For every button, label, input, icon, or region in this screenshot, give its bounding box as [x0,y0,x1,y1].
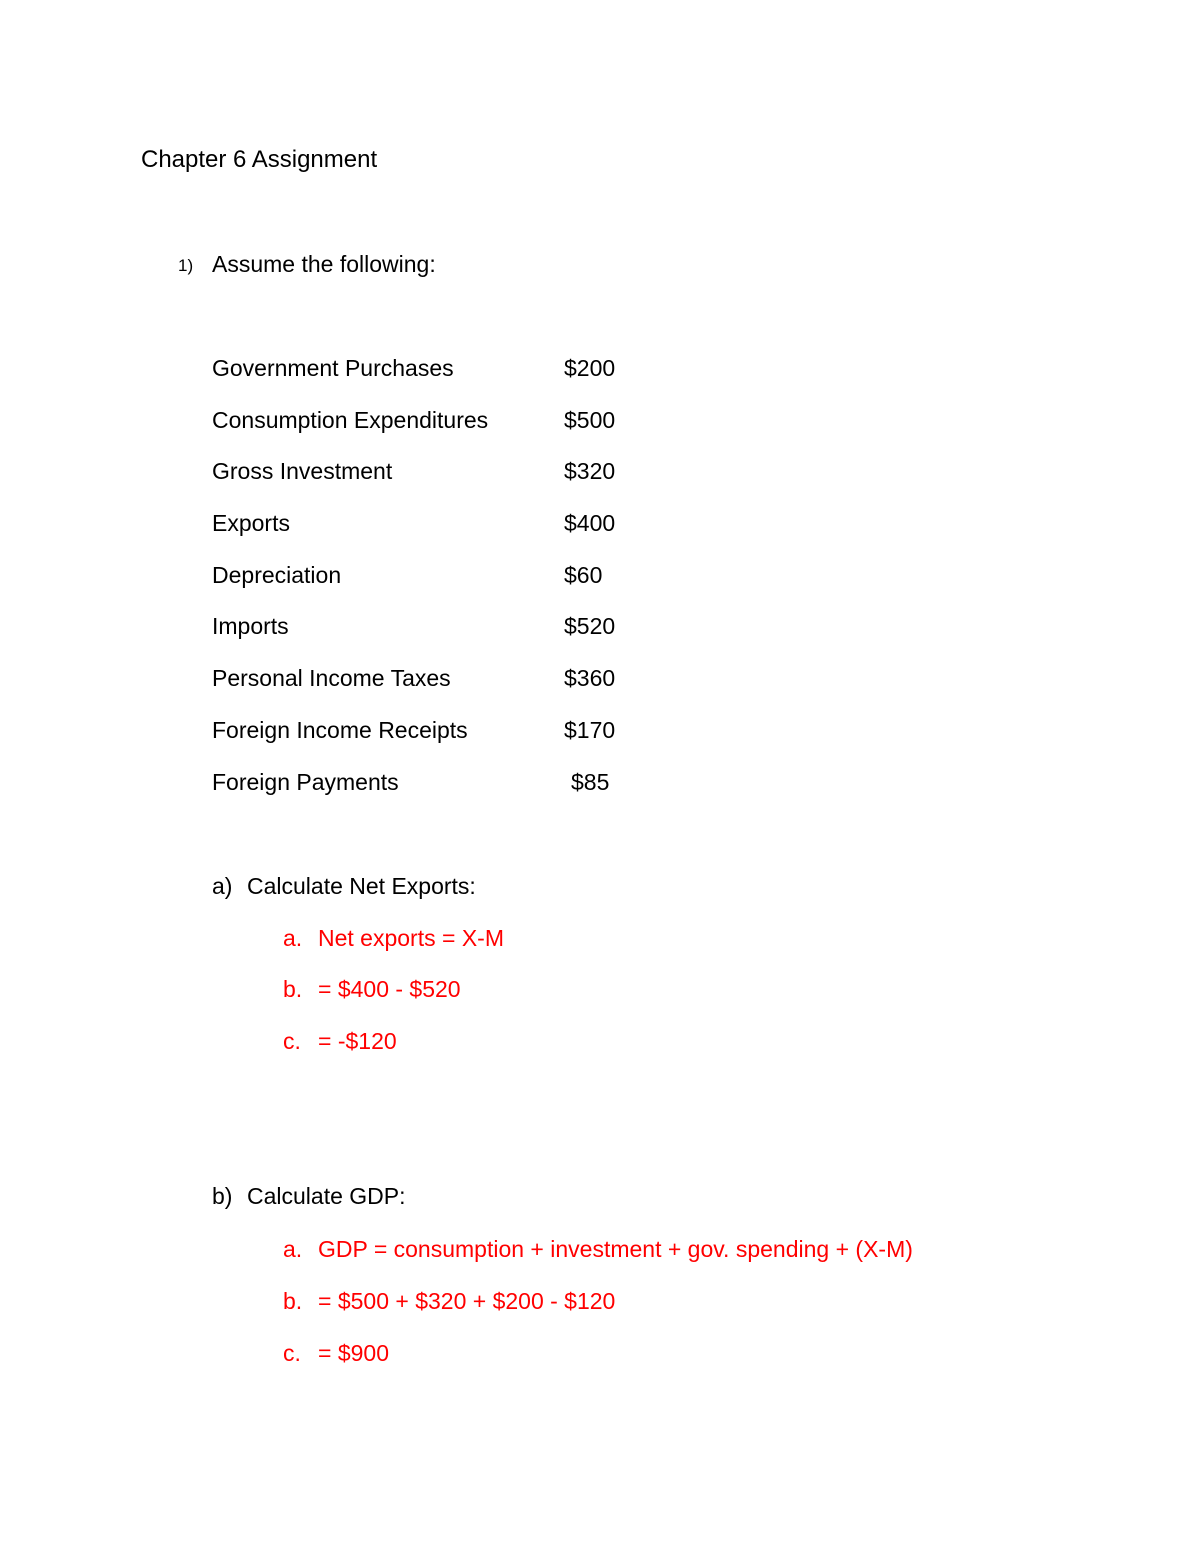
answer-text: Net exports = X-M [318,925,504,951]
item-label: Consumption Expenditures [212,407,489,433]
item-value: $400 [564,510,616,536]
item-value: $500 [564,407,616,433]
part-letter: a) [212,873,233,899]
item-label: Imports [212,613,289,639]
item-label: Foreign Payments [212,769,399,795]
answer-letter: b. [283,976,303,1002]
answer-letter: c. [283,1028,301,1054]
item-label: Foreign Income Receipts [212,717,468,743]
item-label: Gross Investment [212,458,393,484]
answer-letter: a. [283,1236,303,1262]
answer-text: = $500 + $320 + $200 - $120 [318,1288,616,1314]
answer-letter: a. [283,925,303,951]
answer-letter: c. [283,1340,301,1366]
item-value: $60 [564,562,603,588]
item-value: $200 [564,355,616,381]
answer-letter: b. [283,1288,303,1314]
item-value: $520 [564,613,616,639]
item-value: $85 [571,769,610,795]
part-letter: b) [212,1183,233,1209]
item-label: Depreciation [212,562,342,588]
answer-text: = $400 - $520 [318,976,461,1002]
item-label: Personal Income Taxes [212,665,451,691]
question-text: Assume the following: [212,251,436,277]
part-text: Calculate Net Exports: [247,873,476,899]
item-value: $170 [564,717,616,743]
item-value: $320 [564,458,616,484]
question-number: 1) [178,256,194,275]
item-label: Government Purchases [212,355,454,381]
answer-text: = $900 [318,1340,389,1366]
item-value: $360 [564,665,616,691]
answer-text: GDP = consumption + investment + gov. spending + (X-M) [318,1236,913,1262]
part-text: Calculate GDP: [247,1183,406,1209]
item-label: Exports [212,510,290,536]
page-title: Chapter 6 Assignment [141,146,378,173]
answer-text: = -$120 [318,1028,397,1054]
